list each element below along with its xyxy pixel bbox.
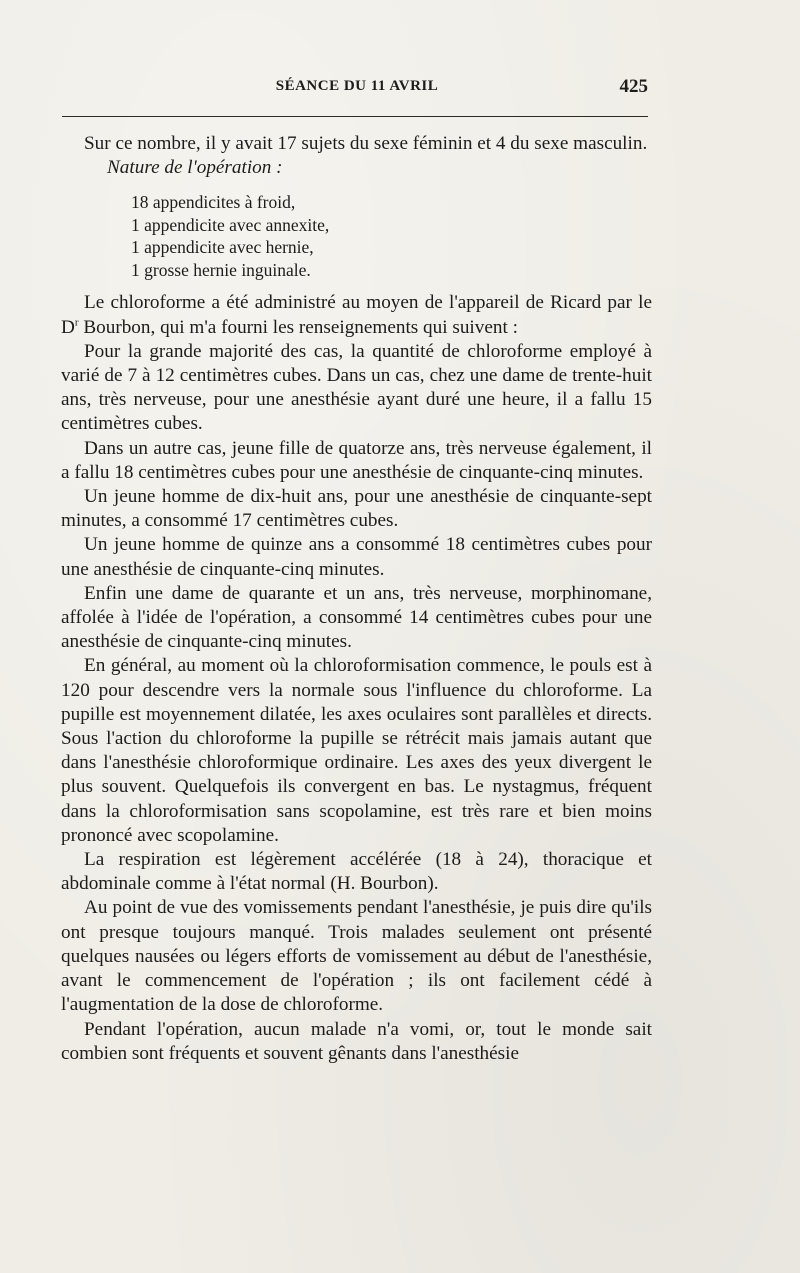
list-item: 1 appendicite avec hernie, <box>131 237 314 258</box>
header-rule <box>62 116 648 117</box>
paragraph-general: En général, au moment où la chloroformisation commence, le pouls est à 120 pour descendre vers la normale sous l'influence du chloroforme. La pupille est moyennement dilatée, les axes oculaires sont parallèles et directs. Sous l'action du chloroforme la pupille se rétrécit mais jamais autant que dans l'anesthésie chloroformique ordinaire. Les axes des yeux divergent le plus souvent. Quelquefois ils convergent en bas. Le nystagmus, fréquent dans la chloroformisation sans scopolamine, est très rare et bien moins prononcé avec scopolamine. <box>61 655 652 846</box>
running-title: SÉANCE DU 11 AVRIL <box>275 78 439 94</box>
list-item: 18 appendicites à froid, <box>131 192 296 213</box>
list-item: 1 grosse hernie inguinale. <box>131 259 311 280</box>
body-text <box>61 132 652 1066</box>
subheading-nature-operation: Nature de l'opération : <box>107 157 283 179</box>
paragraph-quarante-ans: Enfin une dame de quarante et un ans, très nerveuse, morphinomane, affolée à l'idée de l'opération, a consommé 14 centimètres cubes pour une anesthésie de cinquante-cinq minutes. <box>61 582 652 653</box>
paragraph-autre-cas: Dans un autre cas, jeune fille de quatorze ans, très nerveuse également, il a fallu 18 centimètres cubes pour une anesthésie de cinquante-cinq minutes. <box>61 437 652 483</box>
paragraph-majorite: Pour la grande majorité des cas, la quantité de chloroforme employé à varié de 7 à 12 centimètres cubes. Dans un cas, chez une dame de trente-huit ans, très nerveuse, pour une anesthésie ayant duré une heure, il a fallu 15 centimètres cubes. <box>61 340 652 435</box>
paragraph-chloroforme <box>61 291 652 339</box>
paragraph-dix-huit-ans: Un jeune homme de dix-huit ans, pour une anesthésie de cinquante-sept minutes, a consommé 17 centimètres cubes. <box>61 486 652 532</box>
paragraph-chloroforme-end: Bourbon, qui m'a fourni les renseignements qui suivent : <box>78 316 518 338</box>
doctor-abbrev-sup: r <box>74 316 79 329</box>
page-header <box>62 76 652 102</box>
paragraph-quinze-ans: Un jeune homme de quinze ans a consommé 18 centimètres cubes pour une anesthésie de cinquante-cinq minutes. <box>61 534 652 580</box>
page-number: 425 <box>619 76 648 97</box>
paragraph-chloroforme-start: Le chloroforme a été administré au moyen de l'appareil de Ricard par le D <box>61 292 652 338</box>
list-item: 1 appendicite avec annexite, <box>131 214 330 235</box>
paragraph-operation: Pendant l'opération, aucun malade n'a vomi, or, tout le monde sait combien sont fréquents et souvent gênants dans l'anesthésie <box>61 1018 652 1064</box>
paragraph-vomissements: Au point de vue des vomissements pendant l'anesthésie, je puis dire qu'ils ont presque toujours manqué. Trois malades seulement ont présenté quelques nausées ou légers efforts de vomissement au début de l'anesthésie, avant le commencement de l'opération ; ils ont facilement cédé à l'augmentation de la dose de chloroforme. <box>61 897 652 1016</box>
operations-list <box>131 191 652 281</box>
paragraph-respiration: La respiration est légèrement accélérée (18 à 24), thoracique et abdominale comme à l'état normal (H. Bourbon). <box>61 849 652 895</box>
paragraph-intro: Sur ce nombre, il y avait 17 sujets du sexe féminin et 4 du sexe masculin. <box>84 133 648 154</box>
